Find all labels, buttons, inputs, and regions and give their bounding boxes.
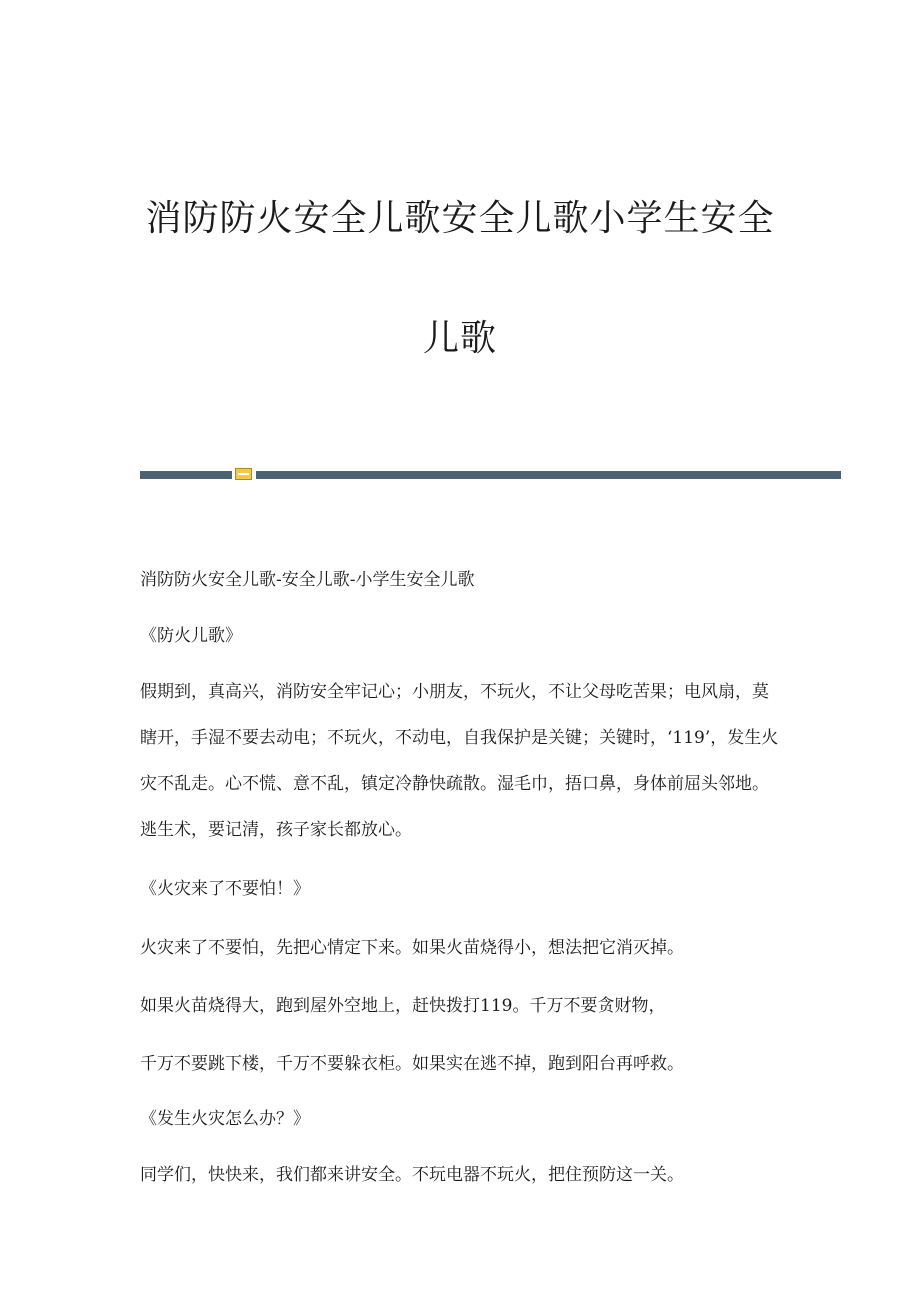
section-heading: 《火灾来了不要怕！》	[140, 879, 310, 899]
paragraph: 同学们，快快来，我们都来讲安全。不玩电器不玩火，把住预防这一关。	[140, 1165, 684, 1185]
divider-right	[256, 471, 841, 479]
subtitle: 消防防火安全儿歌-安全儿歌-小学生安全儿歌	[140, 570, 475, 590]
divider-left	[140, 471, 232, 479]
paragraph: 千万不要跳下楼，千万不要躲衣柜。如果实在逃不掉，跑到阳台再呼救。	[140, 1054, 684, 1074]
document-title-line-1: 消防防火安全儿歌安全儿歌小学生安全	[145, 198, 775, 239]
divider-emblem-icon	[235, 468, 252, 480]
paragraph: 如果火苗烧得大，跑到屋外空地上，赶快拨打119。千万不要贪财物，	[140, 996, 666, 1016]
paragraph: 假期到，真高兴，消防安全牢记心；小朋友，不玩火，不让父母吃苦果；电风扇，莫瞎开，手湿不要去动电；不玩火，不动电，自我保护是关键；关键时，‘119’，发生火灾不乱走。心不慌、意不乱，镇定冷静快疏散。湿毛巾，捂口鼻，身体前屈头邻地。逃生术，要记清，孩子家长都放心。	[140, 682, 779, 840]
section-heading: 《防火儿歌》	[140, 626, 242, 646]
section-heading: 《发生火灾怎么办？》	[140, 1109, 310, 1129]
paragraph: 火灾来了不要怕，先把心情定下来。如果火苗烧得小，想法把它消灭掉。	[140, 938, 684, 958]
document-title-line-2: 儿歌	[422, 318, 497, 359]
